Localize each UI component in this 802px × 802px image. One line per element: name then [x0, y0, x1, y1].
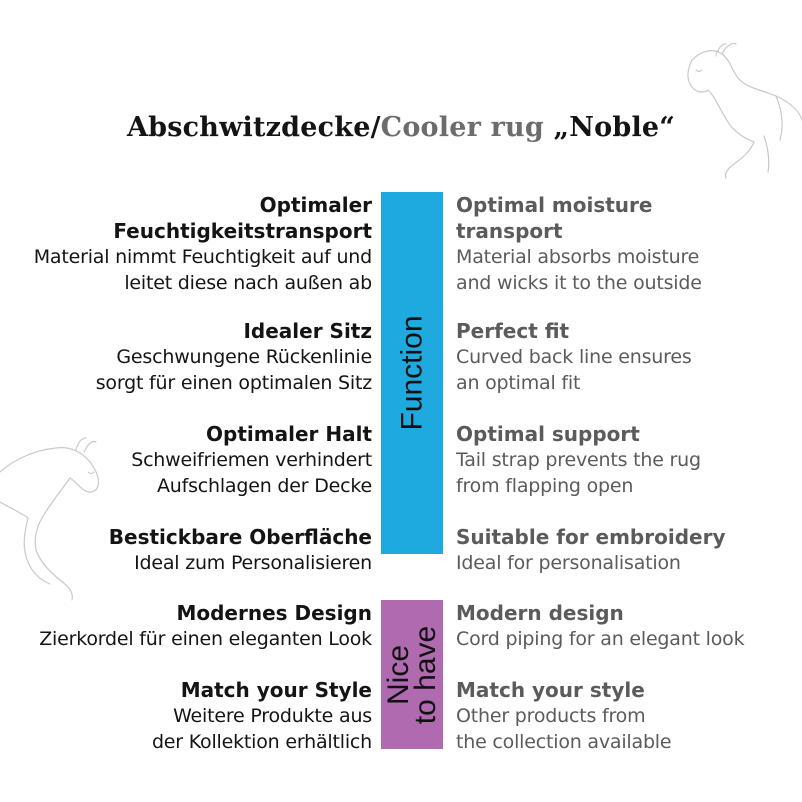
feature-title: Optimaler Halt — [206, 422, 372, 446]
feature-title: Optimal support — [456, 422, 640, 446]
title-product-name: „Noble“ — [553, 112, 676, 143]
page-title — [0, 112, 802, 143]
feature-description: Schweifriemen verhindert — [131, 449, 372, 471]
function-category-bar — [381, 192, 443, 554]
feature-english-design — [456, 600, 744, 652]
feature-description: Geschwungene Rückenlinie — [116, 346, 372, 368]
feature-title: transport — [456, 219, 563, 243]
feature-description: leitet diese nach außen ab — [124, 272, 372, 294]
title-english: Cooler rug — [380, 112, 554, 143]
feature-description: from flapping open — [456, 475, 634, 497]
title-german: Abschwitzdecke/ — [126, 112, 381, 143]
feature-english-moisture — [456, 192, 702, 296]
feature-title: Optimal moisture — [456, 193, 653, 217]
feature-title: Optimaler — [259, 193, 372, 217]
feature-german-design — [39, 600, 372, 652]
feature-description: Material nimmt Feuchtigkeit auf und — [33, 246, 372, 268]
feature-description: an optimal fit — [456, 372, 581, 394]
feature-german-moisture — [34, 192, 372, 296]
feature-german-style — [152, 677, 372, 755]
feature-description: Zierkordel für einen eleganten Look — [39, 628, 372, 650]
nice-label-line-1: Nice — [382, 644, 415, 705]
feature-title: Match your Style — [180, 678, 372, 702]
feature-description: der Kollektion erhältlich — [151, 731, 372, 753]
nice-to-have-category-bar — [381, 600, 443, 749]
feature-german-fit — [96, 318, 372, 396]
feature-description: Ideal zum Personalisieren — [134, 552, 372, 574]
feature-english-style — [456, 677, 671, 755]
feature-title: Modern design — [456, 601, 624, 625]
feature-description: the collection available — [456, 731, 672, 753]
feature-description: Material absorbs moisture — [456, 246, 700, 268]
feature-german-support — [131, 421, 372, 499]
feature-english-embroidery — [456, 524, 725, 576]
feature-description: Cord piping for an elegant look — [456, 628, 745, 650]
feature-description: Ideal for personalisation — [456, 552, 681, 574]
feature-description: Weitere Produkte aus — [173, 705, 372, 727]
feature-german-embroidery — [109, 524, 372, 576]
feature-title: Idealer Sitz — [243, 319, 372, 343]
feature-title: Suitable for embroidery — [456, 525, 726, 549]
feature-title: Feuchtigkeitstransport — [113, 219, 372, 243]
feature-title: Perfect fit — [456, 319, 570, 343]
feature-title: Modernes Design — [176, 601, 372, 625]
nice-to-have-label — [382, 625, 442, 724]
function-label: Function — [395, 315, 429, 431]
feature-description: Curved back line ensures — [456, 346, 692, 368]
feature-title: Bestickbare Oberfläche — [108, 525, 372, 549]
horse-sketch-icon — [672, 40, 802, 180]
feature-description: and wicks it to the outside — [456, 272, 702, 294]
feature-description: Aufschlagen der Decke — [156, 475, 372, 497]
nice-label-line-2: to have — [409, 625, 442, 724]
horse-sketch-icon — [0, 432, 110, 602]
feature-title: Match your style — [456, 678, 645, 702]
feature-description: Tail strap prevents the rug — [456, 449, 701, 471]
feature-english-support — [456, 421, 701, 499]
feature-description: sorgt für einen optimalen Sitz — [95, 372, 372, 394]
feature-description: Other products from — [456, 705, 646, 727]
feature-english-fit — [456, 318, 692, 396]
